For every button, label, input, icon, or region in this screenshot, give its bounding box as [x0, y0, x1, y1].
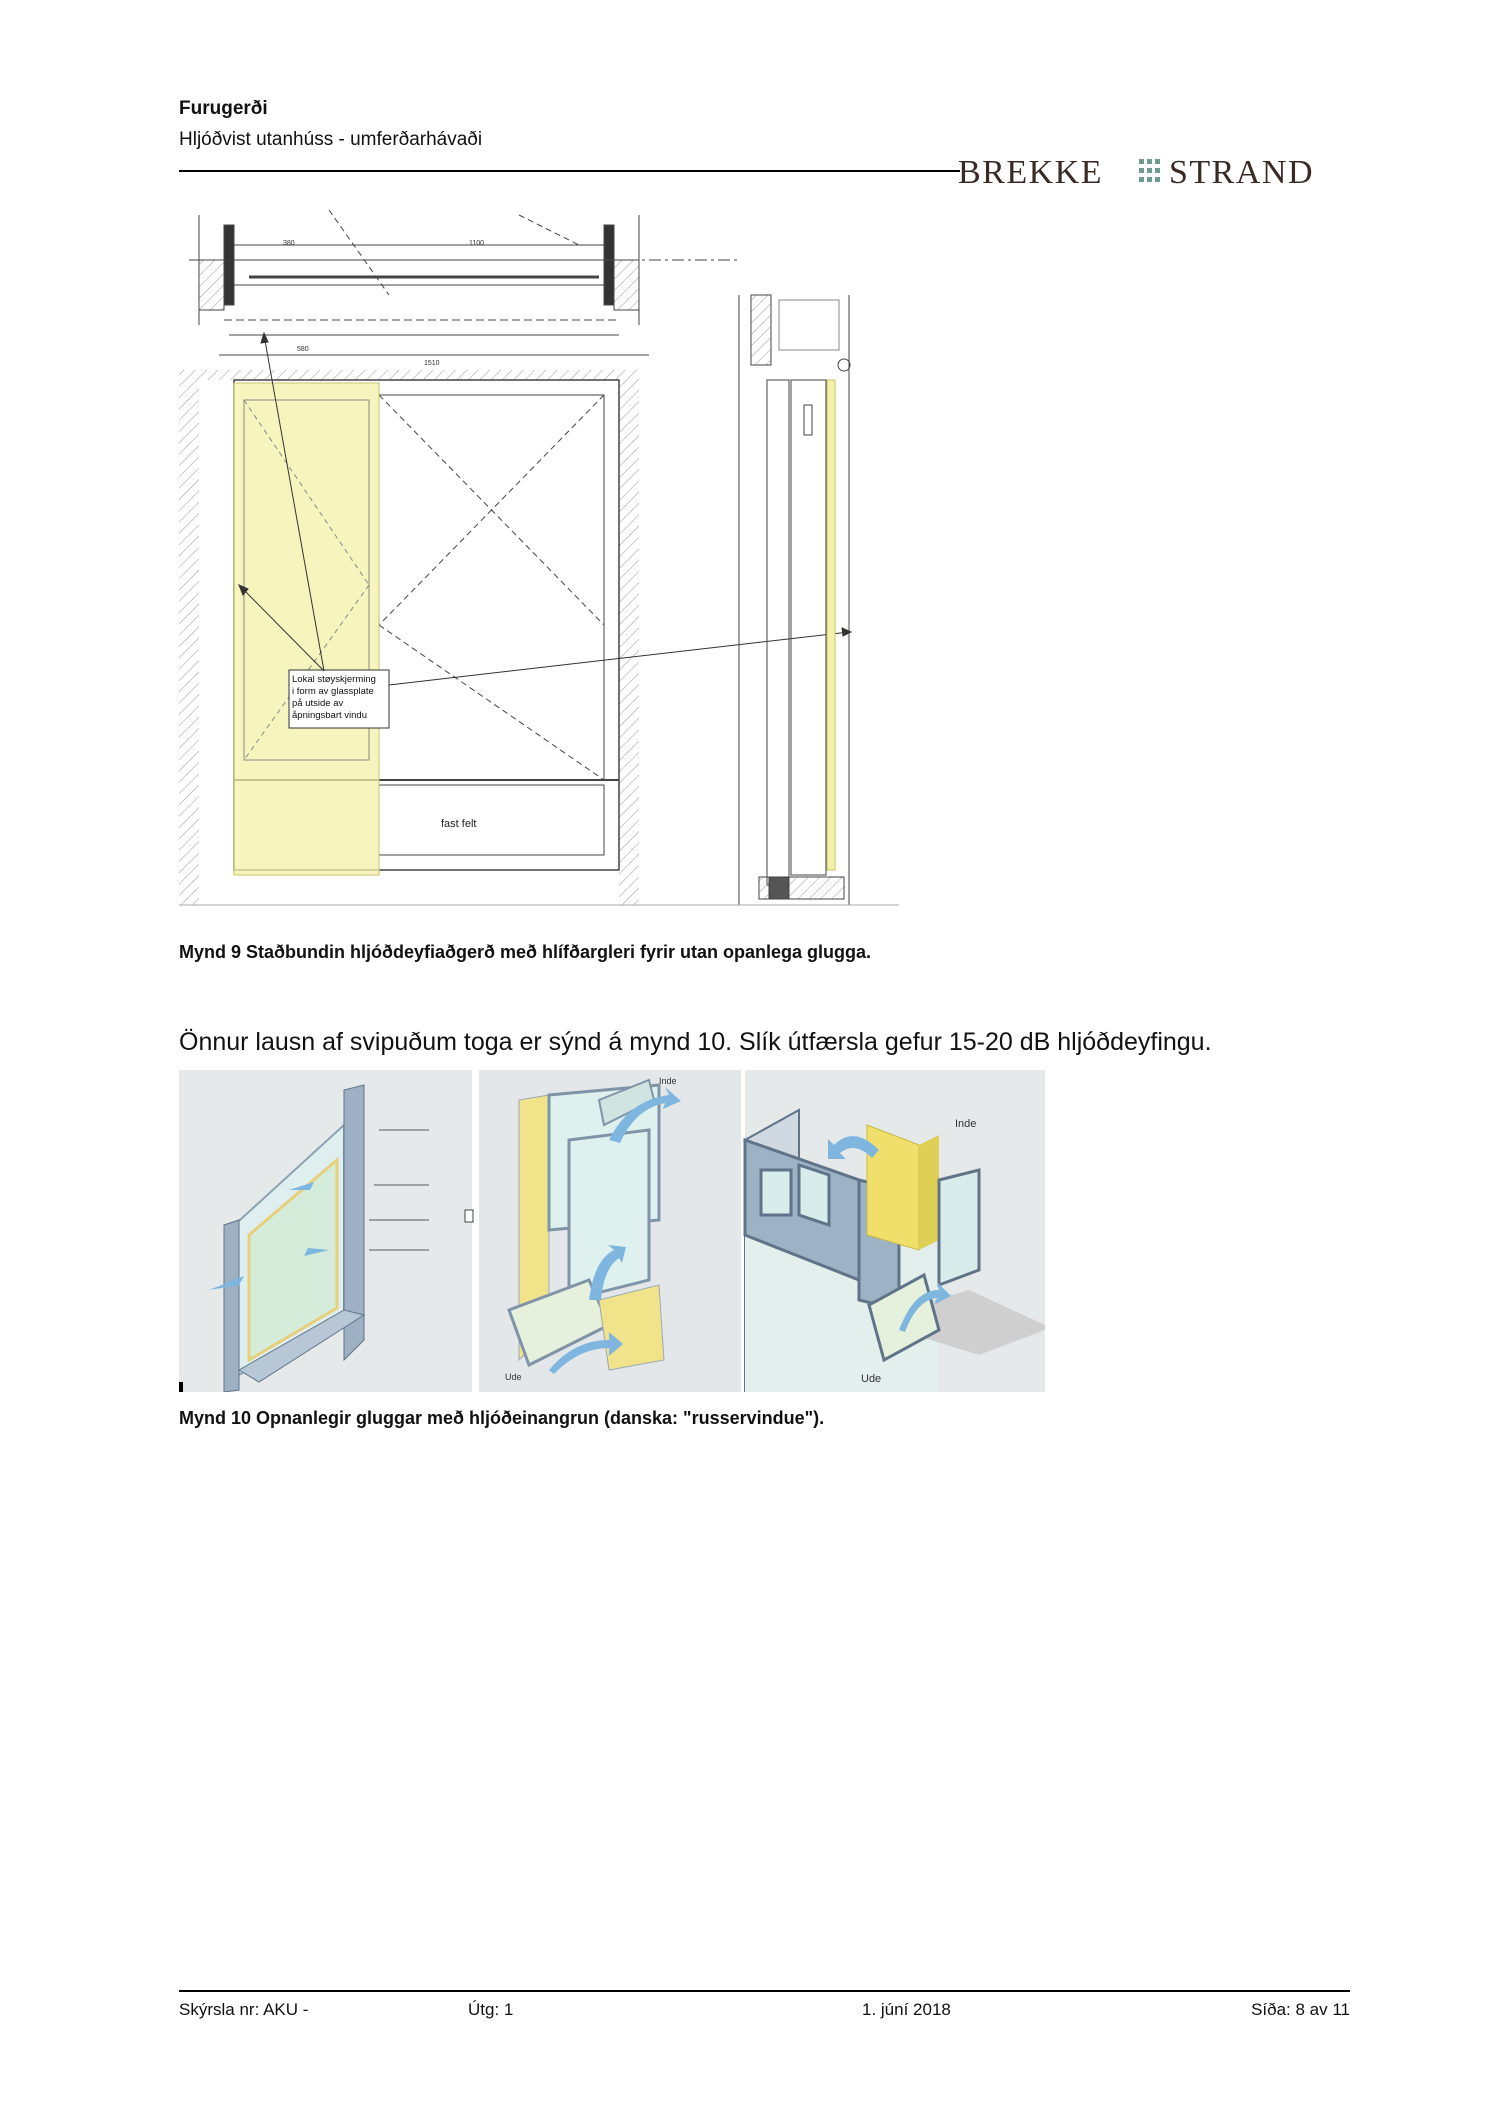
company-logo: [954, 150, 1350, 192]
plan-section: [189, 210, 739, 355]
note-line-4: åpningsbart vindu: [292, 710, 367, 721]
logo-text-right: STRAND: [1169, 154, 1315, 191]
glass-shield-panel: [234, 383, 379, 875]
vertical-section: [739, 295, 850, 905]
logo-text-left: BREKKE: [958, 154, 1103, 191]
note-line-3: på utside av: [292, 698, 344, 709]
report-subtitle: Hljóðvist utanhúss - umferðarhávaði: [179, 129, 483, 150]
figure10-illustration: [179, 1070, 1045, 1392]
panel-c-outside-label: Ude: [861, 1373, 882, 1385]
right-wall-hatch: [619, 370, 639, 905]
panel-b-inside-label: Inde: [659, 1076, 677, 1086]
panel-c-inside-label: Inde: [955, 1118, 977, 1130]
figure10-panel-c: [745, 1070, 1045, 1392]
logo-dots-icon: [1139, 159, 1160, 182]
figure10-caption: Mynd 10 Opnanlegir gluggar með hljóðeinangrun (danska: "russervindue").: [179, 1408, 825, 1428]
top-lintel-hatch: [199, 370, 619, 380]
footer-date: 1. júní 2018: [862, 2000, 951, 2019]
figure10-panel-b: [479, 1070, 741, 1392]
footer-page-number: Síða: 8 av 11: [1251, 2000, 1350, 2019]
figure10-panel-a: [179, 1070, 473, 1392]
note-line-2: i form av glassplate: [292, 686, 374, 697]
panel-b-outside-label: Ude: [505, 1372, 522, 1382]
figure9-drawing: [179, 205, 899, 915]
project-title: Furugerði: [179, 98, 268, 119]
header-rule: [179, 170, 960, 172]
body-paragraph: Önnur lausn af svipuðum toga er sýnd á mynd 10. Slík útfærsla gefur 15-20 dB hljóðdeyfingu.: [179, 1028, 1212, 1056]
note-line-1: Lokal støyskjerming: [292, 674, 376, 685]
fixed-panel-label: fast felt: [441, 818, 477, 830]
footer-rule: [179, 1990, 1350, 1992]
footer-report-number: Skýrsla nr: AKU -: [179, 2000, 309, 2019]
footer-issue: Útg: 1: [468, 2000, 514, 2019]
left-wall-hatch: [179, 370, 199, 905]
figure9-caption: Mynd 9 Staðbundin hljóðdeyfiaðgerð með hlífðargleri fyrir utan opanlega glugga.: [179, 942, 872, 962]
dim-top-right: 1100: [469, 240, 485, 247]
dim-mid-left: 580: [297, 346, 309, 353]
dim-top-left: 380: [283, 240, 295, 247]
dim-mid-right: 1510: [424, 360, 440, 367]
